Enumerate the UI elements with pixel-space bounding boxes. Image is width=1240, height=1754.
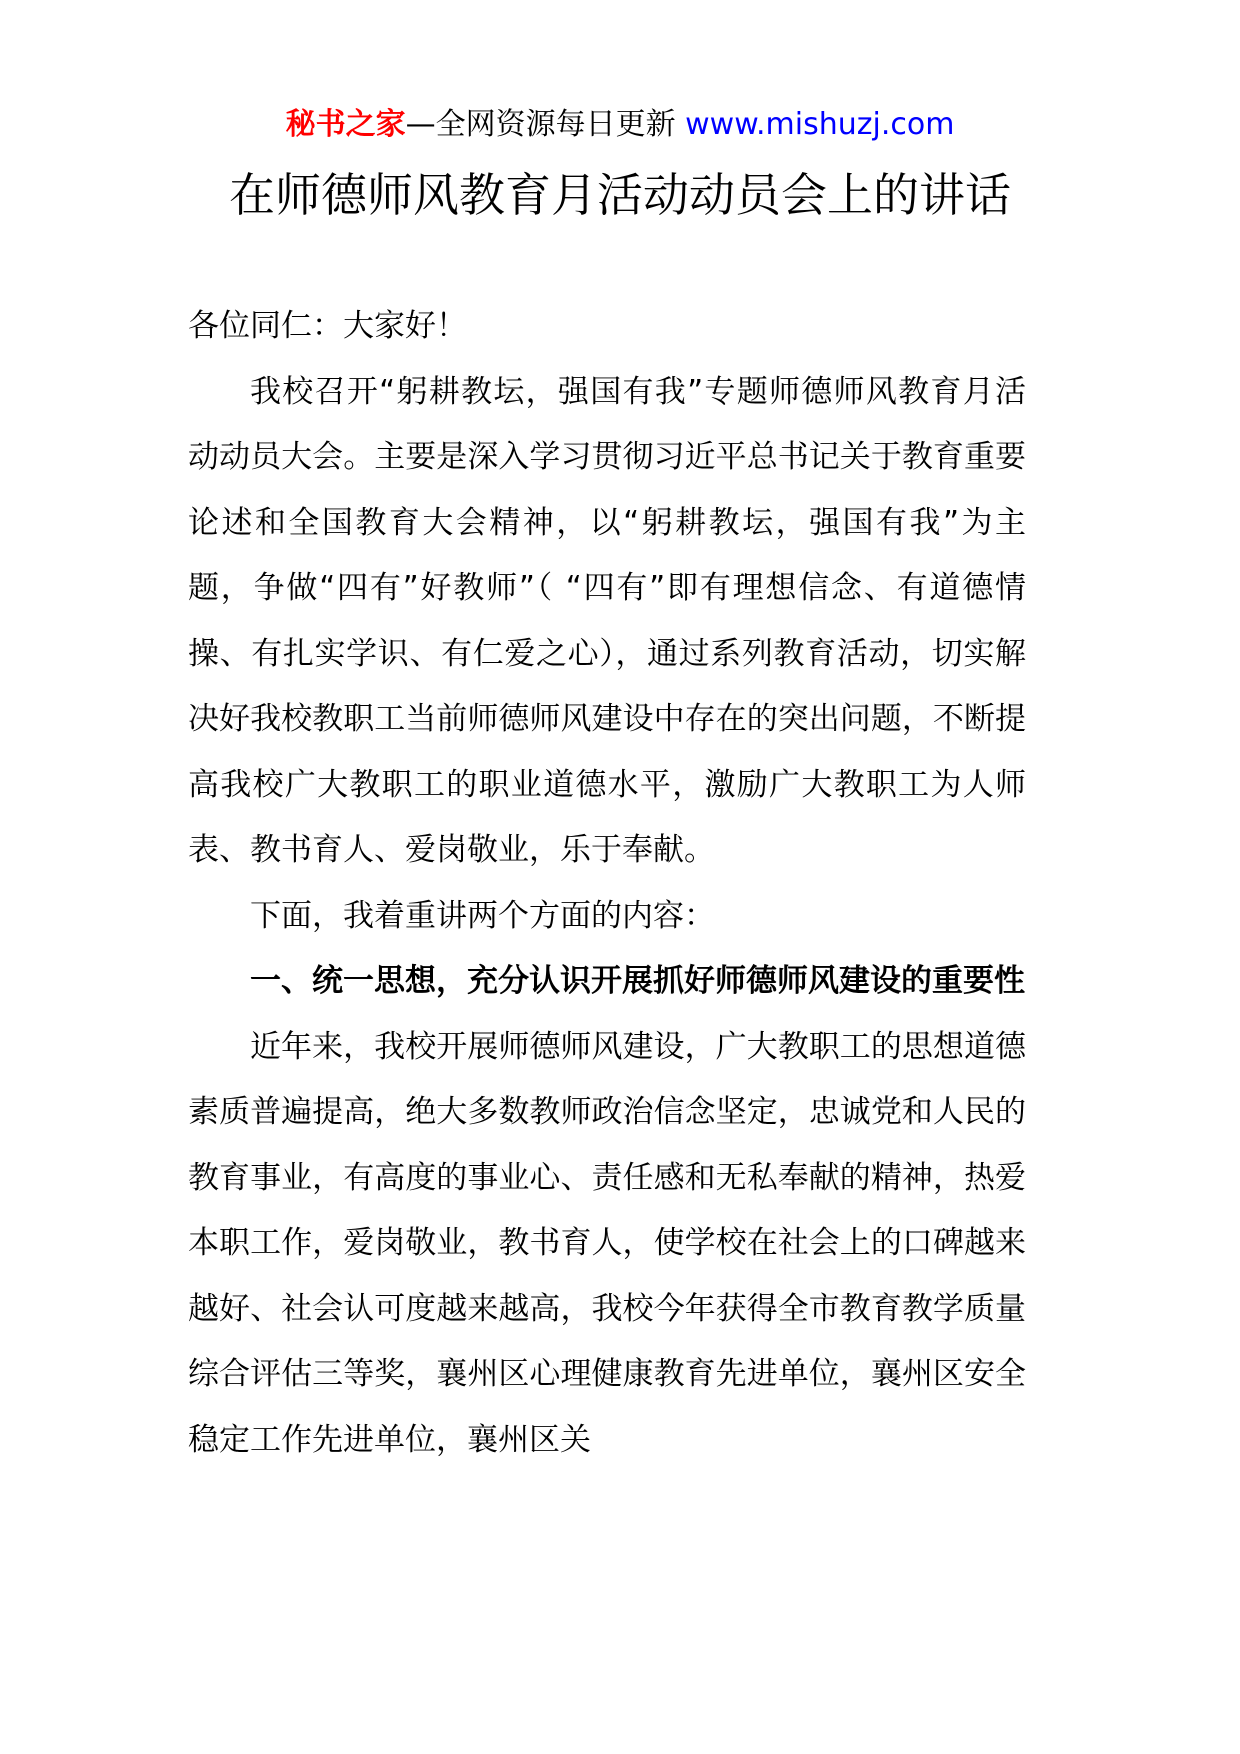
paragraph-intro: 我校召开“躬耕教坛，强国有我”专题师德师风教育月活动动员大会。主要是深入学习贯彻习近平总书记关于教育重要论述和全国教育大会精神，以“躬耕教坛，强国有我”为主题，争做“四有”好教师”（ “四有”即有理想信念、有道德情操、有扎实学识、有仁爱之心），通过系列教育活动，切实解决好我校教职工当前师德师风建设中存在的突出问题，不断提高我校广大教职工的职业道德水平，激励广大教职工为人师表、教书育人、爱岗敬业，乐于奉献。	[188, 373, 1026, 868]
document-body	[188, 294, 1026, 1473]
paragraph-outline: 下面，我着重讲两个方面的内容：	[250, 897, 715, 934]
greeting: 各位同仁：大家好！	[188, 308, 467, 344]
site-tagline: —全网资源每日更新	[405, 107, 676, 142]
section-heading-1: 一、统一思想，充分认识开展抓好师德师风建设的重要性	[250, 963, 1025, 999]
document-title: 在师德师风教育月活动动员会上的讲话	[229, 168, 1011, 222]
site-brand: 秘书之家	[285, 107, 406, 142]
site-header	[0, 100, 1240, 150]
site-url-link[interactable]: www.mishuzj.com	[685, 107, 955, 142]
paragraph-section-1: 近年来，我校开展师德师风建设，广大教职工的思想道德素质普遍提高，绝大多数教师政治信念坚定，忠诚党和人民的教育事业，有高度的事业心、责任感和无私奉献的精神，热爱本职工作，爱岗敬业，教书育人，使学校在社会上的口碑越来越好、社会认可度越来越高，我校今年获得全市教育教学质量综合评估三等奖，襄州区心理健康教育先进单位，襄州区安全稳定工作先进单位，襄州区关	[188, 1028, 1026, 1458]
